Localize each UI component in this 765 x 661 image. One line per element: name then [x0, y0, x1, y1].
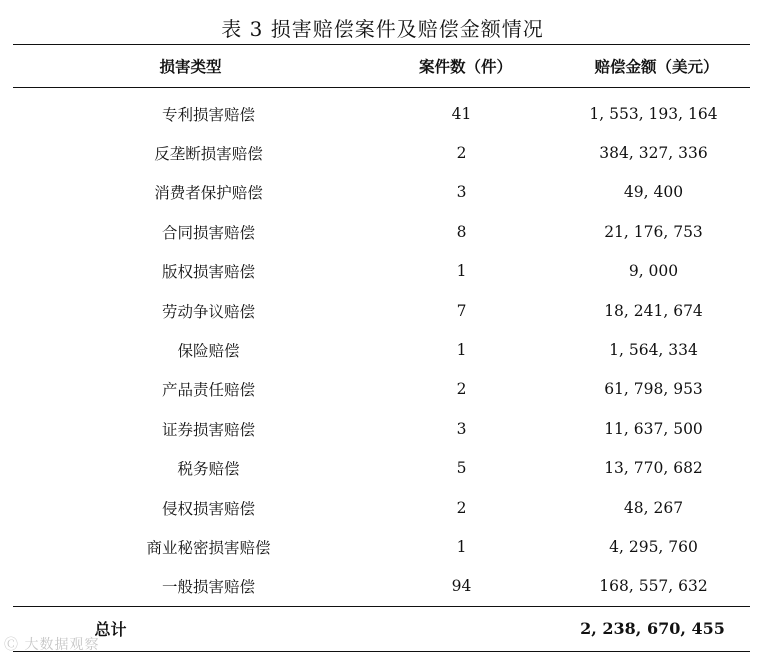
cell-damage-type-text: 版权损害赔偿 — [161, 263, 255, 282]
top-border-strip — [0, 0, 765, 4]
cell-damage-type-text: 产品责任赔偿 — [161, 381, 255, 400]
cell-case-count-text: 3 — [456, 419, 467, 438]
table-row — [13, 449, 750, 488]
total-amount — [563, 606, 750, 651]
cell-compensation-amount — [563, 370, 750, 409]
cell-damage-type — [13, 370, 368, 409]
cell-case-count — [368, 173, 563, 212]
table-footer — [13, 606, 750, 651]
cell-compensation-amount-text: 168, 557, 632 — [599, 577, 708, 596]
total-row — [13, 606, 750, 651]
table-caption: 表 3 损害赔偿案件及赔偿金额情况 — [221, 17, 544, 41]
cell-case-count-text: 41 — [451, 104, 472, 123]
table-row — [13, 291, 750, 330]
table-body — [13, 88, 750, 607]
cell-case-count-text: 2 — [456, 498, 467, 517]
cell-damage-type-text: 劳动争议赔偿 — [161, 302, 255, 321]
cell-damage-type — [13, 173, 368, 212]
cell-case-count-text: 1 — [456, 537, 467, 556]
cell-case-count — [368, 94, 563, 133]
table-row — [13, 370, 750, 409]
cell-damage-type-text: 税务赔偿 — [177, 460, 240, 479]
cell-damage-type — [13, 330, 368, 369]
cell-damage-type-text: 商业秘密损害赔偿 — [146, 538, 271, 557]
cell-compensation-amount-text: 1, 564, 334 — [609, 341, 698, 360]
cell-case-count-text: 2 — [456, 144, 467, 163]
cell-damage-type — [13, 488, 368, 527]
cell-compensation-amount — [563, 409, 750, 448]
cell-case-count — [368, 212, 563, 251]
cell-case-count — [368, 252, 563, 291]
cell-compensation-amount — [563, 133, 750, 172]
cell-case-count-text: 3 — [456, 183, 467, 202]
damages-table-container — [13, 44, 750, 652]
header-compensation-amount: 赔偿金额（美元） — [594, 57, 719, 76]
cell-compensation-amount — [563, 212, 750, 251]
cell-compensation-amount — [563, 488, 750, 527]
table-row — [13, 527, 750, 566]
watermark: Ⓒ 大数据观察 — [4, 637, 100, 653]
cell-case-count — [368, 330, 563, 369]
cell-damage-type — [13, 527, 368, 566]
table-row — [13, 488, 750, 527]
total-label-text: 总计 — [94, 620, 127, 640]
cell-case-count-text: 1 — [456, 262, 467, 281]
header-damage-type: 损害类型 — [159, 57, 222, 76]
cell-compensation-amount — [563, 527, 750, 566]
total-count-empty — [368, 606, 563, 651]
cell-damage-type-text: 侵权损害赔偿 — [161, 499, 255, 518]
cell-damage-type — [13, 567, 368, 606]
cell-case-count-text: 8 — [456, 222, 467, 241]
cell-compensation-amount-text: 18, 241, 674 — [604, 301, 703, 320]
cell-damage-type-text: 合同损害赔偿 — [161, 223, 255, 242]
cell-compensation-amount — [563, 94, 750, 133]
cell-case-count-text: 94 — [451, 577, 472, 596]
cell-case-count-text: 5 — [456, 459, 467, 478]
cell-compensation-amount-text: 21, 176, 753 — [604, 222, 703, 241]
header-case-count: 案件数（件） — [418, 57, 512, 76]
cell-case-count — [368, 133, 563, 172]
cell-damage-type-text: 保险赔偿 — [177, 342, 240, 361]
cell-compensation-amount-text: 48, 267 — [623, 498, 684, 517]
cell-damage-type — [13, 409, 368, 448]
cell-compensation-amount — [563, 252, 750, 291]
cell-compensation-amount-text: 384, 327, 336 — [599, 144, 708, 163]
cell-damage-type-text: 专利损害赔偿 — [161, 105, 255, 124]
cell-damage-type-text: 一般损害赔偿 — [161, 578, 255, 597]
cell-compensation-amount — [563, 173, 750, 212]
header-row — [13, 45, 750, 88]
cell-damage-type — [13, 133, 368, 172]
cell-compensation-amount-text: 11, 637, 500 — [604, 419, 703, 438]
cell-damage-type-text: 证券损害赔偿 — [161, 420, 255, 439]
cell-case-count — [368, 409, 563, 448]
cell-compensation-amount — [563, 567, 750, 606]
cell-compensation-amount — [563, 330, 750, 369]
cell-damage-type — [13, 94, 368, 133]
cell-compensation-amount-text: 9, 000 — [628, 262, 679, 281]
cell-compensation-amount — [563, 449, 750, 488]
table-row — [13, 330, 750, 369]
cell-compensation-amount-text: 49, 400 — [623, 183, 684, 202]
cell-damage-type — [13, 252, 368, 291]
total-amount-text: 2, 238, 670, 455 — [580, 619, 725, 639]
cell-damage-type — [13, 212, 368, 251]
cell-damage-type — [13, 449, 368, 488]
cell-case-count — [368, 488, 563, 527]
table-row — [13, 94, 750, 133]
cell-case-count-text: 1 — [456, 341, 467, 360]
table-header — [13, 45, 750, 88]
cell-compensation-amount-text: 61, 798, 953 — [604, 380, 703, 399]
table-row — [13, 252, 750, 291]
cell-case-count — [368, 449, 563, 488]
cell-case-count-text: 7 — [456, 301, 467, 320]
cell-case-count-text: 2 — [456, 380, 467, 399]
table-row — [13, 173, 750, 212]
table-row — [13, 409, 750, 448]
cell-case-count — [368, 567, 563, 606]
table-row — [13, 567, 750, 606]
cell-compensation-amount-text: 1, 553, 193, 164 — [589, 104, 718, 123]
cell-damage-type — [13, 291, 368, 330]
cell-case-count — [368, 527, 563, 566]
cell-damage-type-text: 反垄断损害赔偿 — [154, 145, 263, 164]
table-row — [13, 133, 750, 172]
damages-table — [13, 44, 750, 652]
table-row — [13, 212, 750, 251]
cell-case-count — [368, 291, 563, 330]
cell-damage-type-text: 消费者保护赔偿 — [154, 184, 263, 203]
cell-compensation-amount-text: 13, 770, 682 — [604, 459, 703, 478]
cell-case-count — [368, 370, 563, 409]
cell-compensation-amount — [563, 291, 750, 330]
cell-compensation-amount-text: 4, 295, 760 — [609, 537, 698, 556]
